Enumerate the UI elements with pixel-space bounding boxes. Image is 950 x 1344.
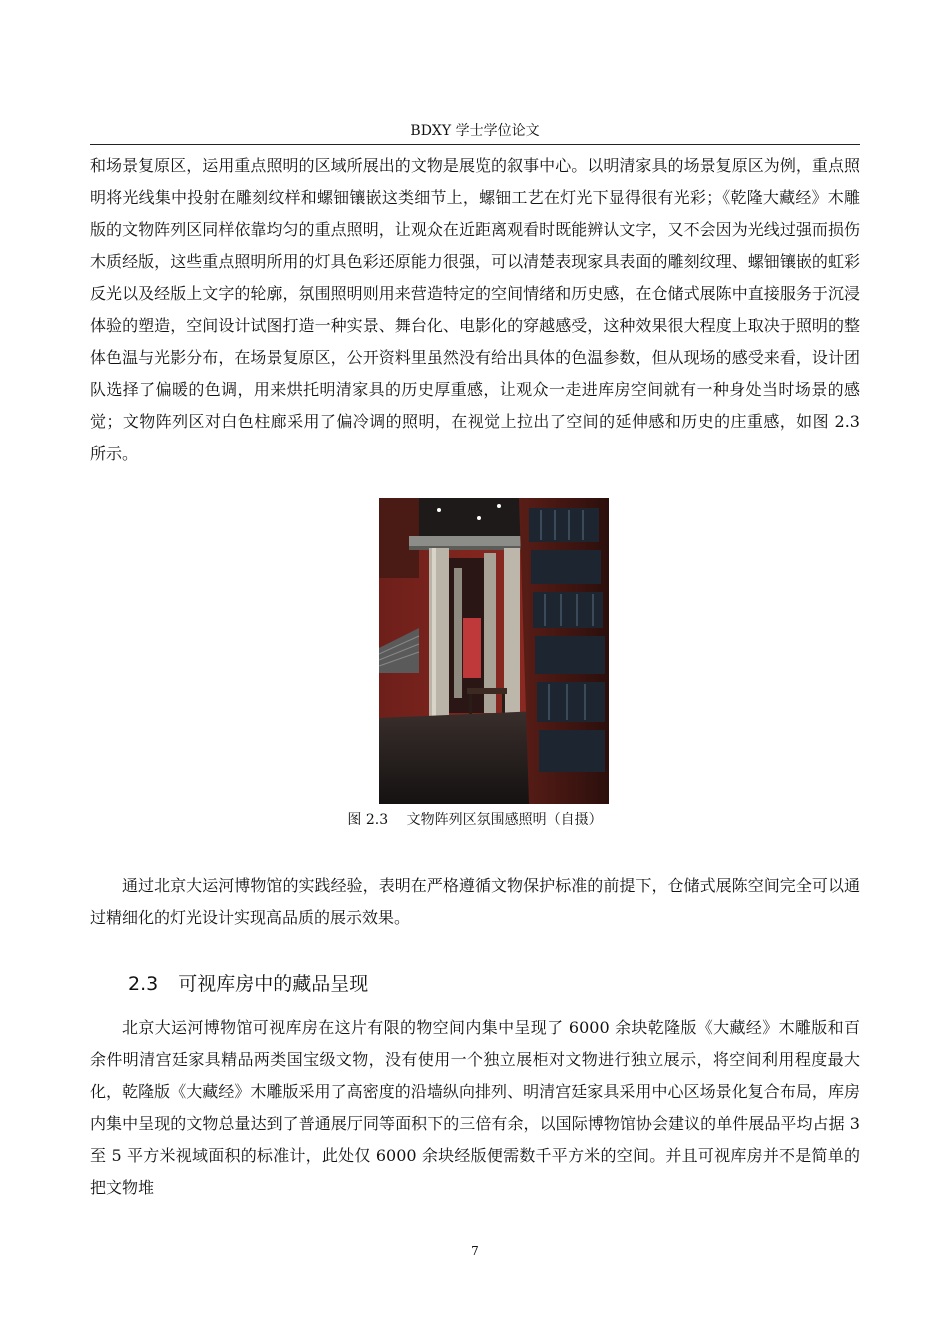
- figure-photo: [379, 498, 609, 804]
- page-number: 7: [471, 1244, 479, 1258]
- section-title-text: 可视库房中的藏品呈现: [178, 973, 369, 995]
- body-paragraph-1: 和场景复原区，运用重点照明的区域所展出的文物是展览的叙事中心。以明清家具的场景复原区为例，重点照明将光线集中投射在雕刻纹样和螺钿镶嵌这类细节上，螺钿工艺在灯光下显得很有光彩；《乾隆大藏经》木雕版的文物阵列区同样依靠均匀的重点照明，让观众在近距离观看时既能辨认文字，又不会因为光线过强而损伤木质经版，这些重点照明所用的灯具色彩还原能力很强，可以清楚表现家具表面的雕刻纹理、螺钿镶嵌的虹彩反光以及经版上文字的轮廓，氛围照明则用来营造特定的空间情绪和历史感，在仓储式展陈中直接服务于沉浸体验的塑造，空间设计试图打造一种实景、舞台化、电影化的穿越感受，这种效果很大程度上取决于照明的整体色温与光影分布，在场景复原区，公开资料里虽然没有给出具体的色温参数，但从现场的感受来看，设计团队选择了偏暖的色调，用来烘托明清家具的历史厚重感，让观众一走进库房空间就有一种身处当时场景的感觉；文物阵列区对白色柱廊采用了偏冷调的照明，在视觉上拉出了空间的延伸感和历史的庄重感，如图 2.3 所示。: [90, 156, 860, 463]
- section-number: 2.3: [128, 973, 159, 995]
- running-header: BDXY 学士学位论文: [90, 118, 860, 145]
- body-paragraph-2: 通过北京大运河博物馆的实践经验，表明在严格遵循文物保护标准的前提下，仓储式展陈空间完全可以通过精细化的灯光设计实现高品质的展示效果。: [90, 876, 860, 927]
- section-heading: [128, 968, 368, 1000]
- body-paragraph-3: 北京大运河博物馆可视库房在这片有限的物空间内集中呈现了 6000 余块乾隆版《大藏经》木雕版和百余件明清宫廷家具精品两类国宝级文物，没有使用一个独立展柜对文物进行独立展示，将空间利用程度最大化，乾隆版《大藏经》木雕版采用了高密度的沿墙纵向排列、明清宫廷家具采用中心区场景化复合布局，库房内集中呈现的文物总量达到了普通展厅同等面积下的三倍有余，以国际博物馆协会建议的单件展品平均占据 3 至 5 平方米视域面积的标准计，此处仅 6000 余块经版便需数千平方米的空间。并且可视库房并不是简单的把文物堆: [90, 1018, 860, 1197]
- figure-caption: 图 2.3 文物阵列区氛围感照明（自摄）: [347, 812, 603, 828]
